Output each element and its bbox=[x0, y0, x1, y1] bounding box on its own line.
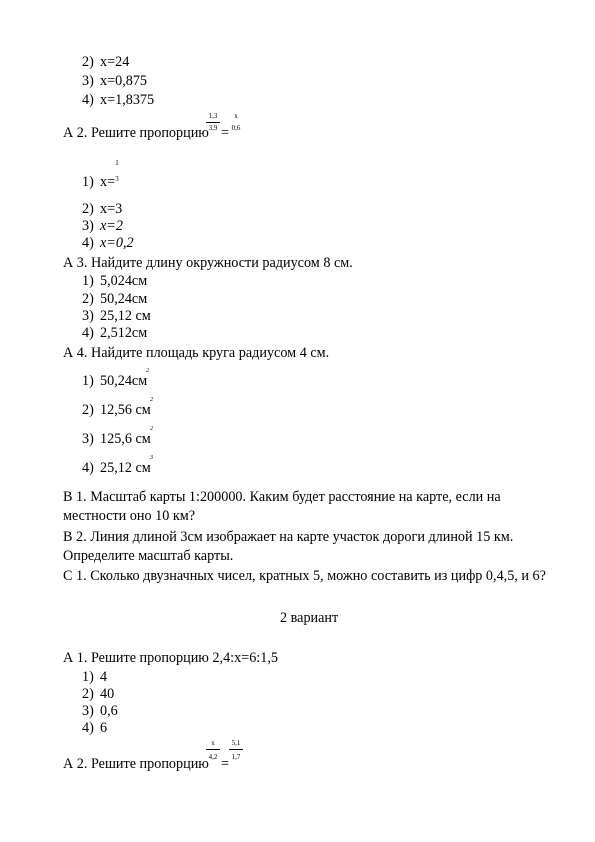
option-text: 6 bbox=[100, 720, 108, 736]
question-b2-line1: В 2. Линия длиной 3см изображает на карте участок дороги длиной 15 км. bbox=[63, 529, 514, 545]
option-number: 1) bbox=[82, 273, 94, 289]
fraction-numerator: 1 bbox=[115, 159, 119, 167]
option-text: 50,24см bbox=[100, 291, 148, 307]
variant-title: 2 вариант bbox=[280, 610, 339, 626]
option-number: 4) bbox=[82, 92, 94, 108]
question-b1-line2: местности оно 10 км? bbox=[63, 508, 196, 524]
fraction-bar bbox=[206, 749, 220, 750]
option-text: x=0,2 bbox=[100, 235, 134, 251]
option-number: 3) bbox=[82, 73, 94, 89]
equals-sign: = bbox=[221, 756, 230, 772]
option-text: 4 bbox=[100, 669, 108, 685]
fraction-numerator: x bbox=[211, 739, 215, 747]
option-number: 3) bbox=[82, 703, 94, 719]
option-number: 4) bbox=[82, 325, 94, 341]
question-v2-a2-label: А 2. Решите пропорцию bbox=[63, 756, 209, 772]
option-text: 25,12 см bbox=[100, 308, 151, 324]
option-number: 2) bbox=[82, 686, 94, 702]
option-text: 50,24см bbox=[100, 373, 148, 389]
option-number: 2) bbox=[82, 54, 94, 70]
fraction-denominator: 4,2 bbox=[208, 753, 218, 761]
question-c1-line1: С 1. Сколько двузначных чисел, кратных 5, можно составить из цифр 0,4,5, и 6? bbox=[63, 568, 546, 584]
question-a2-label: А 2. Решите пропорцию bbox=[63, 125, 209, 141]
question-b2-line2: Определите масштаб карты. bbox=[63, 548, 234, 564]
option-number: 3) bbox=[82, 431, 94, 447]
option-text: x=3 bbox=[100, 201, 123, 217]
option-text: 40 bbox=[100, 686, 115, 702]
fraction-denominator: 1,7 bbox=[231, 753, 241, 761]
fraction-bar bbox=[229, 749, 243, 750]
superscript: 3 bbox=[150, 455, 153, 461]
fraction-bar bbox=[206, 122, 220, 123]
option-number: 4) bbox=[82, 235, 94, 251]
question-b1-line1: В 1. Масштаб карты 1:200000. Каким будет расстояние на карте, если на bbox=[63, 489, 501, 505]
option-text: x=0,875 bbox=[100, 73, 148, 89]
option-text: 0,6 bbox=[100, 703, 118, 719]
fraction-denominator: 0,6 bbox=[231, 124, 241, 132]
option-text: x=24 bbox=[100, 54, 130, 70]
superscript: 2 bbox=[146, 368, 149, 374]
option-number: 1) bbox=[82, 174, 94, 190]
option-text: x= bbox=[100, 174, 116, 190]
equals-sign: = bbox=[221, 125, 230, 141]
option-text: 5,024см bbox=[100, 273, 148, 289]
option-text: 25,12 см bbox=[100, 460, 151, 476]
fraction-numerator: x bbox=[234, 112, 238, 120]
option-text: 125,6 см bbox=[100, 431, 151, 447]
superscript: 2 bbox=[150, 426, 153, 432]
fraction-denominator: 3 bbox=[115, 175, 119, 183]
superscript: 2 bbox=[150, 397, 153, 403]
option-number: 2) bbox=[82, 291, 94, 307]
option-text: 12,56 см bbox=[100, 402, 151, 418]
question-a3-label: А 3. Найдите длину окружности радиусом 8 см. bbox=[63, 255, 353, 271]
question-a4-label: А 4. Найдите площадь круга радиусом 4 см. bbox=[63, 345, 330, 361]
option-text: x=2 bbox=[100, 218, 123, 234]
option-number: 2) bbox=[82, 201, 94, 217]
fraction-numerator: 1,3 bbox=[208, 112, 218, 120]
option-number: 4) bbox=[82, 460, 94, 476]
fraction-numerator: 5,1 bbox=[231, 739, 241, 747]
option-number: 3) bbox=[82, 218, 94, 234]
question-v2-a1-label: А 1. Решите пропорцию 2,4:x=6:1,5 bbox=[63, 650, 278, 666]
option-number: 3) bbox=[82, 308, 94, 324]
option-text: x=1,8375 bbox=[100, 92, 155, 108]
option-number: 1) bbox=[82, 373, 94, 389]
option-number: 2) bbox=[82, 402, 94, 418]
option-number: 4) bbox=[82, 720, 94, 736]
option-number: 1) bbox=[82, 669, 94, 685]
fraction-denominator: 3,9 bbox=[208, 124, 218, 132]
option-text: 2,512см bbox=[100, 325, 148, 341]
